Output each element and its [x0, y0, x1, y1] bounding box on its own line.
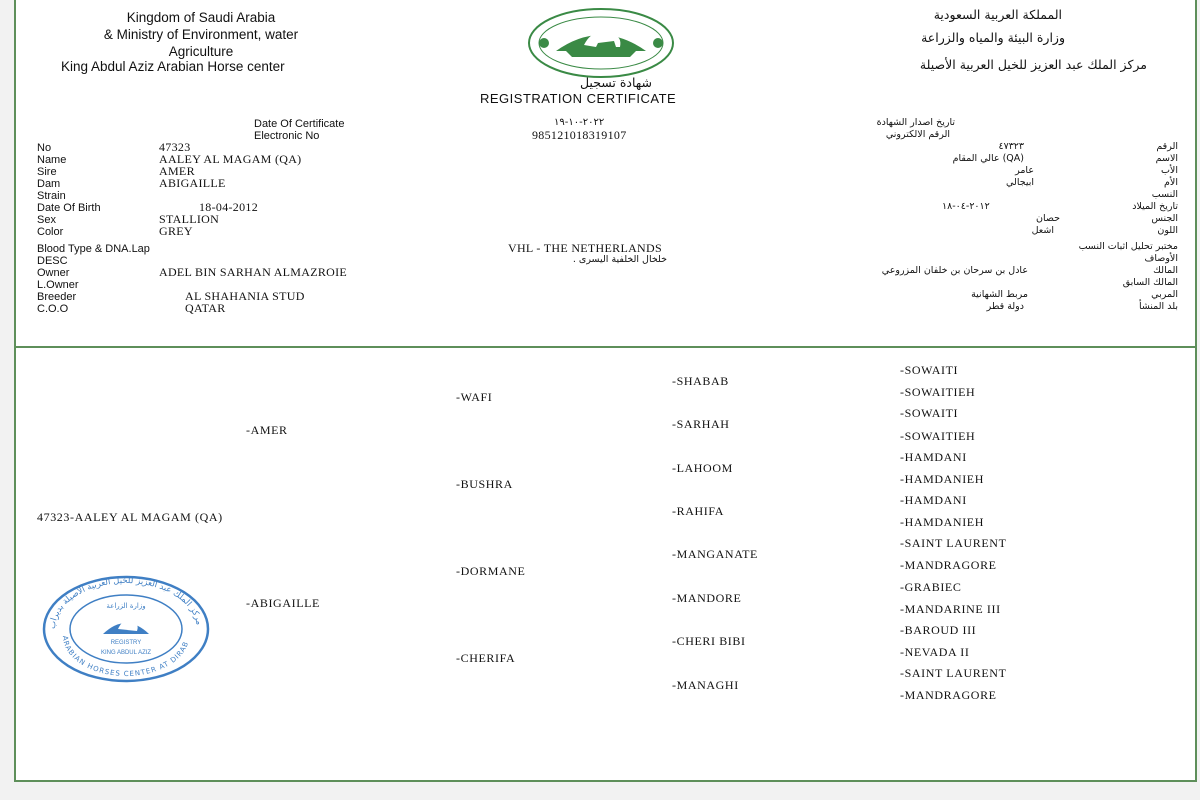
field-label: Breeder: [37, 291, 77, 303]
title-english: REGISTRATION CERTIFICATE: [480, 91, 677, 106]
seal-inner-text: وزارة الزراعة: [106, 602, 146, 610]
field-value: 47323: [159, 140, 191, 154]
field-label-ar: الجنس: [1151, 213, 1178, 224]
field-value: ABIGAILLE: [159, 176, 226, 190]
section-divider: [16, 346, 1195, 348]
field-label: DESC: [37, 255, 68, 267]
pedigree-gen4-item: -SOWAITI: [900, 406, 959, 420]
pedigree-gen4-item: -MANDRAGORE: [900, 688, 997, 702]
pedigree-dam: -ABIGAILLE: [246, 596, 320, 610]
seal-bottom-text: ARABIAN HORSES CENTER AT DIRAB: [60, 635, 191, 679]
field-label: Sex: [37, 214, 56, 226]
pedigree-gen4-item: -HAMDANIEH: [900, 515, 984, 529]
seal-outer-text: مركز الملك عبد العزيز للخيل العربية الأصيلة بديراب: [47, 575, 204, 630]
field-value-ar: ٢٠١٢-٠٤-١٨: [942, 201, 990, 212]
field-label-ar: اللون: [1157, 225, 1178, 236]
field-value: STALLION: [159, 212, 220, 226]
field-label-ar: المربي: [1151, 289, 1178, 300]
field-value-ar: (QA) عالي المقام: [952, 153, 1024, 164]
pedigree-gen4-item: -GRABIEC: [900, 580, 962, 594]
field-label-ar: الاسم: [1155, 153, 1178, 164]
pedigree-gen3-item: -CHERI BIBI: [672, 634, 746, 648]
seal-top-text: KING ABDUL AZIZ: [100, 650, 152, 656]
pedigree-gen4-item: -SOWAITI: [900, 363, 959, 377]
field-label: Owner: [37, 267, 70, 279]
field-label: Name: [37, 154, 67, 166]
header-left-line-2: & Ministry of Environment, water: [103, 27, 299, 42]
field-value-ar: ابيجالي: [1006, 177, 1034, 188]
certificate-page: [14, 0, 1197, 782]
pedigree-gen3-item: -MANGANATE: [672, 547, 758, 561]
pedigree-gen4-item: -SAINT LAURENT: [900, 536, 1007, 550]
date-of-certificate-label: Date Of Certificate: [254, 118, 345, 130]
field-value-ar: حصان: [1036, 213, 1060, 224]
field-label: Strain: [37, 190, 66, 202]
pedigree-gen2-item: -CHERIFA: [456, 651, 516, 665]
field-value-ar: دولة قطر: [986, 301, 1024, 312]
pedigree-gen4-item: -MANDRAGORE: [900, 558, 997, 572]
field-value-ar: مربط الشهانية: [971, 289, 1028, 300]
pedigree-gen2-item: -WAFI: [456, 390, 493, 404]
pedigree-gen3-item: -MANDORE: [672, 591, 742, 605]
pedigree-gen3-item: -RAHIFA: [672, 504, 724, 518]
header-right-line-1: المملكة العربية السعودية: [933, 7, 1062, 22]
pedigree-gen3-item: -SARHAH: [672, 417, 730, 431]
field-value-ar: عامر: [1015, 165, 1034, 176]
pedigree-gen4-item: -BAROUD III: [900, 623, 977, 637]
field-value: AMER: [159, 164, 195, 178]
header-right-center-name: مركز الملك عبد العزيز للخيل العربية الأصيلة: [919, 57, 1147, 72]
electronic-no-label: Electronic No: [254, 130, 320, 142]
pedigree-gen4-item: -HAMDANI: [900, 450, 967, 464]
field-value: 18-04-2012: [199, 200, 258, 214]
field-value: ADEL BIN SARHAN ALMAZROIE: [159, 265, 348, 279]
seal-registry-text: REGISTRY: [110, 640, 142, 646]
pedigree-sire: -AMER: [246, 423, 288, 437]
field-label-ar: الأوصاف: [1144, 253, 1178, 264]
registry-seal-icon: [41, 574, 211, 684]
field-label-ar: النسب: [1151, 189, 1178, 200]
field-value: AALEY AL MAGAM (QA): [159, 152, 302, 166]
pedigree-gen4-item: -MANDARINE III: [900, 602, 1001, 616]
pedigree-gen4-item: -SOWAITIEH: [900, 385, 976, 399]
field-value: AL SHAHANIA STUD: [185, 289, 305, 303]
field-label: Color: [37, 226, 64, 238]
pedigree-gen4-item: -SAINT LAURENT: [900, 666, 1007, 680]
date-of-certificate-value: ٢٠٢٢-١٠-١٩: [554, 117, 605, 128]
field-label-ar: الرقم: [1156, 141, 1178, 152]
field-label-ar: تاريخ الميلاد: [1132, 201, 1178, 212]
pedigree-subject: 47323-AALEY AL MAGAM (QA): [37, 510, 223, 524]
pedigree-gen2-item: -DORMANE: [456, 564, 526, 578]
field-label-ar: المالك السابق: [1122, 277, 1178, 288]
header-left-block: [51, 9, 351, 60]
pedigree-gen4-item: -SOWAITIEH: [900, 429, 976, 443]
field-label: Sire: [37, 166, 57, 178]
header-left-center-name: King Abdul Aziz Arabian Horse center: [61, 59, 285, 74]
date-of-certificate-label-ar: تاريخ اصدار الشهادة: [876, 117, 955, 128]
pedigree-gen4-item: -HAMDANI: [900, 493, 967, 507]
field-label: L.Owner: [37, 279, 79, 291]
field-label-ar: مختبر تحليل اثبات النسب: [1078, 241, 1178, 252]
field-label: Dam: [37, 178, 61, 190]
pedigree-gen4-item: -HAMDANIEH: [900, 472, 984, 486]
title-arabic: شهادة تسجيل: [579, 75, 653, 90]
field-value-ar: عادل بن سرحان بن خلفان المزروعي: [881, 265, 1028, 276]
field-value: خلخال الخلفية اليسرى .: [572, 254, 667, 265]
electronic-no-label-ar: الرقم الالكتروني: [885, 129, 950, 140]
field-label-ar: المالك: [1153, 265, 1178, 276]
field-value: QATAR: [185, 301, 226, 315]
ministry-logo-icon: [526, 7, 676, 79]
field-label: Blood Type & DNA.Lap: [37, 243, 150, 255]
field-value: GREY: [159, 224, 193, 238]
pedigree-gen3-item: -LAHOOM: [672, 461, 733, 475]
field-value: VHL - THE NETHERLANDS: [508, 241, 662, 255]
header-right-line-2: وزارة البيئة والمياه والزراعة: [921, 30, 1065, 45]
header-left-line-3: Agriculture: [168, 44, 234, 59]
pedigree-gen4-item: -NEVADA II: [900, 645, 970, 659]
field-label: No: [37, 142, 52, 154]
field-label: Date Of Birth: [37, 202, 101, 214]
pedigree-gen2-item: -BUSHRA: [456, 477, 513, 491]
field-value-ar: ٤٧٣٢٣: [998, 141, 1024, 152]
field-value-ar: اشعل: [1031, 225, 1054, 236]
electronic-no-value: 985121018319107: [532, 128, 627, 142]
pedigree-gen3-item: -MANAGHI: [672, 678, 739, 692]
field-label-ar: بلد المنشأ: [1138, 301, 1178, 312]
field-label-ar: الأب: [1160, 165, 1178, 176]
field-label-ar: الأم: [1164, 177, 1178, 188]
header-left-line-1: Kingdom of Saudi Arabia: [126, 10, 276, 25]
field-label: C.O.O: [37, 303, 69, 315]
pedigree-gen3-item: -SHABAB: [672, 374, 729, 388]
